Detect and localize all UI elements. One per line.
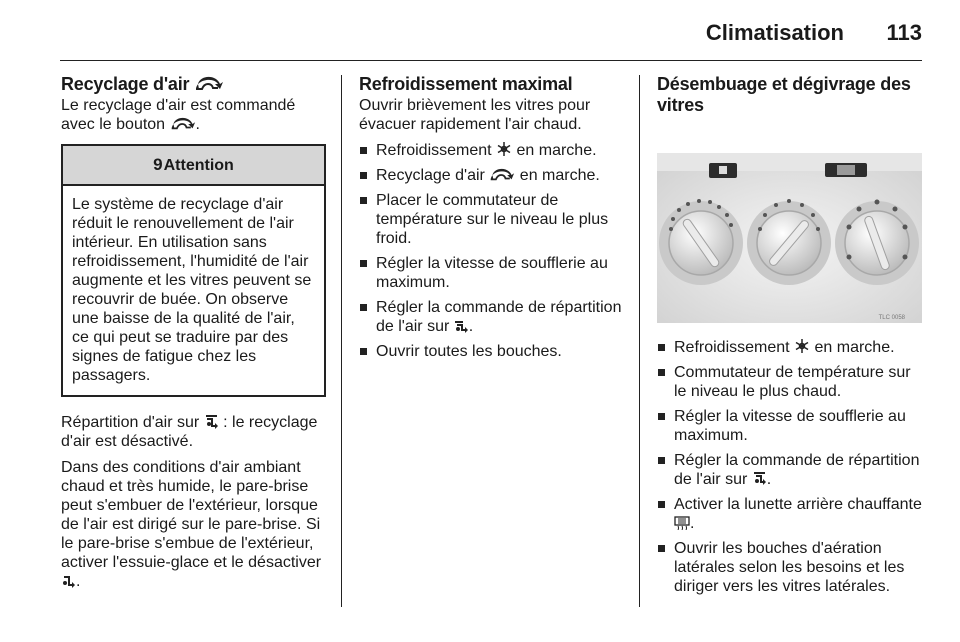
list-item: Refroidissement en marche. <box>657 338 922 357</box>
windscreen-feet-airflow-icon <box>204 414 219 429</box>
list-item: Régler la commande de répartition de l'air sur . <box>359 298 624 336</box>
list-item: Ouvrir les bouches d'aération latérales selon les besoins et les diriger vers les vitres latérales. <box>657 539 922 596</box>
list-item: Refroidissement en marche. <box>359 141 624 160</box>
page-header <box>60 0 922 61</box>
snowflake-icon <box>496 141 512 157</box>
column-refroidissement <box>359 74 624 367</box>
page-number: 113 <box>886 20 922 45</box>
page-title: Climatisation <box>705 20 844 45</box>
intro-text: Le recyclage d'air est commandé avec le bouton . <box>61 97 296 133</box>
bullet-list <box>359 141 624 361</box>
list-item: Régler la vitesse de soufflerie au maximum. <box>657 407 922 445</box>
column-desembuage <box>657 74 922 602</box>
column-divider <box>639 75 640 607</box>
column-recyclage <box>61 74 326 598</box>
list-item: Régler la commande de répartition de l'air sur . <box>657 451 922 489</box>
warning-box <box>61 144 326 397</box>
list-item: Placer le commutateur de température sur le niveau le plus froid. <box>359 191 624 248</box>
head-feet-airflow-icon <box>454 318 469 333</box>
paragraph: Répartition d'air sur : le recyclage d'air est désactivé. <box>61 414 318 450</box>
list-item: Ouvrir toutes les bouches. <box>359 342 624 361</box>
windscreen-airflow-icon <box>752 471 767 486</box>
section-heading: Désembuage et dégivrage des vitres <box>657 74 911 115</box>
recirculation-icon <box>170 117 196 131</box>
warning-text: Le système de recyclage d'air réduit le renouvellement de l'air intérieur. En utilisation sans refroidissement, l'humidité de l'air augmente et les vitres peuvent se recouvrir de buée. On observe une baisse de la qualité de l'air, ce qui peut se traduire par des signes de fatigue chez les passagers. <box>72 196 312 384</box>
snowflake-icon <box>794 338 810 354</box>
list-item: Activer la lunette arrière chauffante . <box>657 495 922 533</box>
climate-control-panel-photo <box>657 153 922 323</box>
warning-symbol: 9 <box>153 155 163 174</box>
rear-window-heating-icon <box>674 516 690 530</box>
list-item: Recyclage d'air en marche. <box>359 166 624 185</box>
paragraph: Dans des conditions d'air ambiant chaud et très humide, le pare-brise peut s'embuer de l'extérieur, lorsque de l'air est dirigé sur le pare-brise. Si le pare-brise s'embue de l'extérieur, activer l'essuie-glace et le désactiver . <box>61 459 322 590</box>
section-heading: Refroidissement maximal <box>359 74 573 94</box>
list-item: Commutateur de température sur le niveau le plus chaud. <box>657 363 922 401</box>
recirculation-icon <box>194 76 224 92</box>
feet-airflow-icon <box>61 573 76 588</box>
photo-code: TLC 0058 <box>878 315 905 321</box>
warning-title: Attention <box>163 157 234 174</box>
bullet-list <box>657 338 922 596</box>
recirculation-icon <box>489 168 515 182</box>
list-item: Régler la vitesse de soufflerie au maximum. <box>359 254 624 292</box>
intro-text: Ouvrir brièvement les vitres pour évacuer rapidement l'air chaud. <box>359 97 591 133</box>
section-heading: Recyclage d'air <box>61 74 326 95</box>
column-divider <box>341 75 342 607</box>
warning-header <box>63 146 324 186</box>
